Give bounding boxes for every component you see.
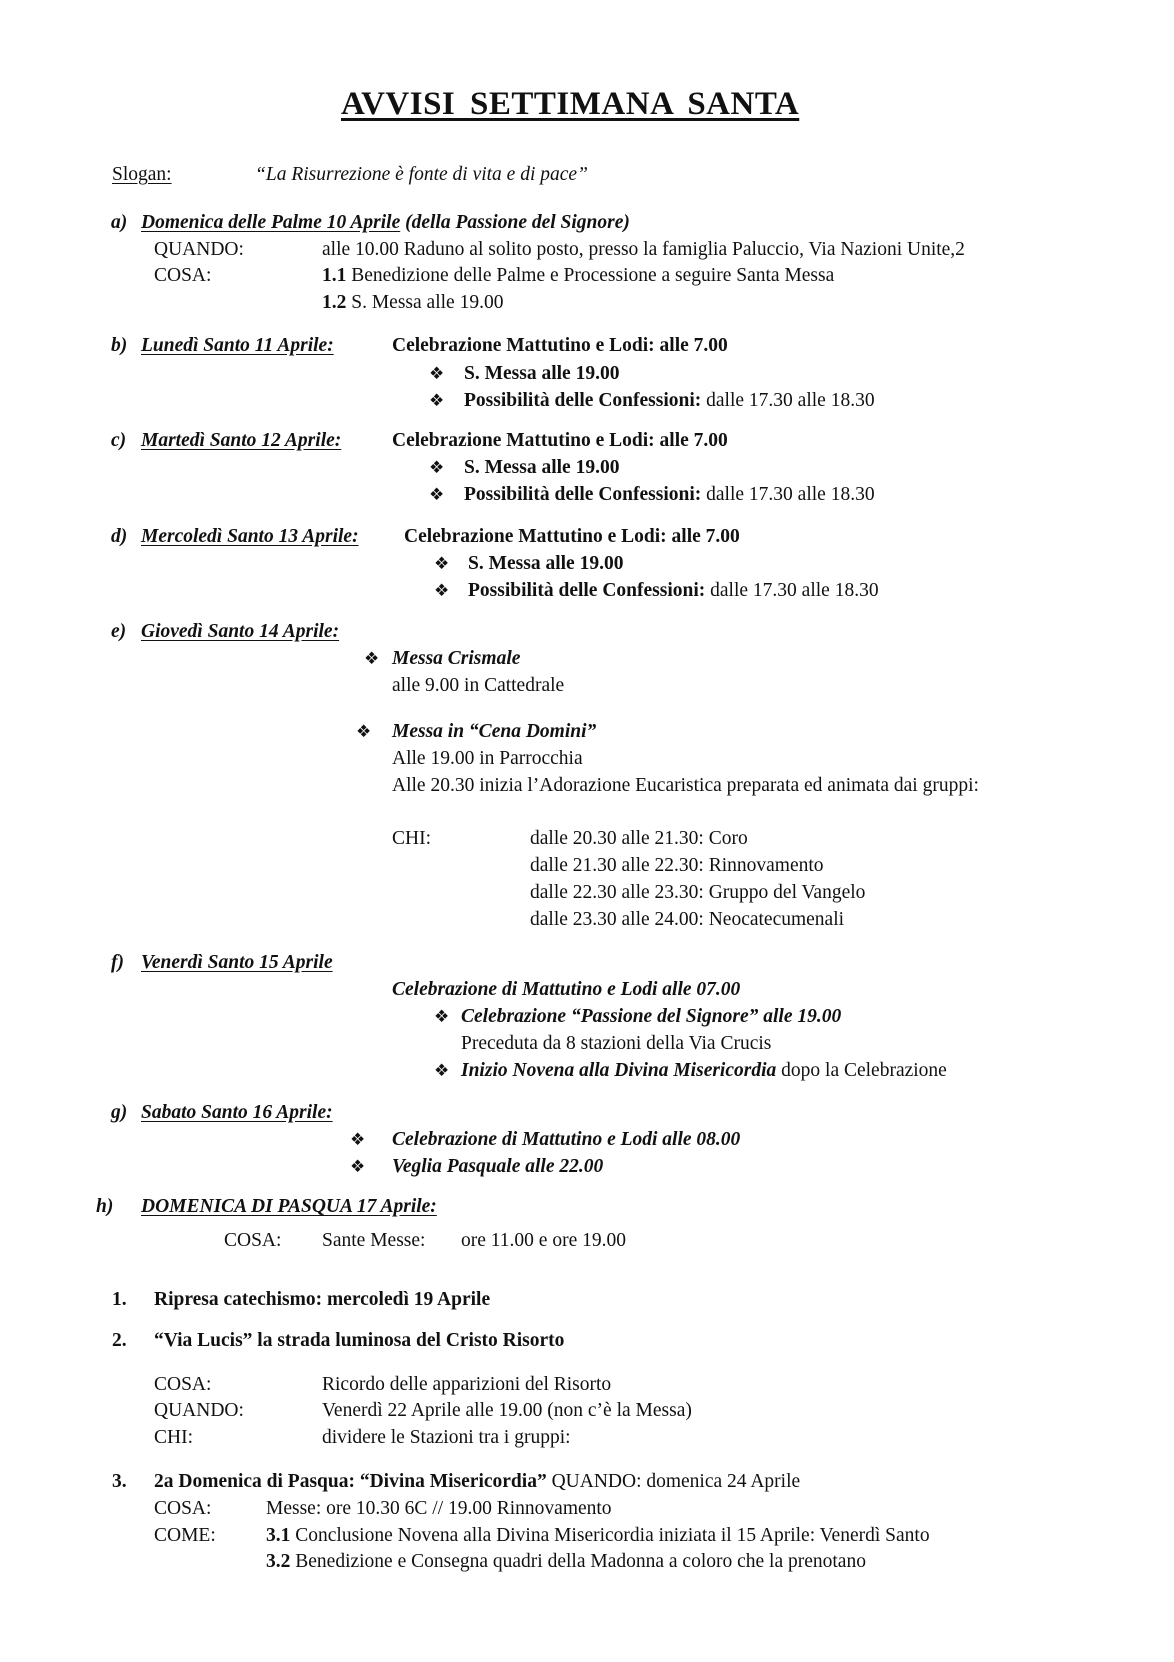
section-e-crismale-title: Messa Crismale bbox=[392, 648, 521, 669]
section-heading-b: Lunedì Santo 11 Aprile: bbox=[141, 335, 334, 356]
section-d-confessioni bbox=[468, 581, 879, 601]
section-f-novena-suffix: dopo la Celebrazione bbox=[776, 1060, 947, 1081]
section-a-quando-label: QUANDO: bbox=[154, 239, 244, 260]
bullet-icon: ❖ bbox=[434, 581, 450, 600]
section-e-cena-title: Messa in “Cena Domini” bbox=[392, 721, 597, 742]
bullet-icon: ❖ bbox=[429, 485, 445, 504]
notice-2-cosa-text: Ricordo delle apparizioni del Risorto bbox=[322, 1374, 612, 1395]
section-c-celebration: Celebrazione Mattutino e Lodi: alle 7.00 bbox=[392, 430, 728, 451]
notice-1-text: Ripresa catechismo: mercoledì 19 Aprile bbox=[154, 1289, 491, 1310]
section-heading-a bbox=[141, 213, 630, 233]
section-g-celebration: Celebrazione di Mattutino e Lodi alle 08.00 bbox=[392, 1129, 741, 1150]
bullet-icon: ❖ bbox=[434, 554, 450, 573]
section-f-stazioni: Preceduta da 8 stazioni della Via Crucis bbox=[461, 1033, 772, 1054]
notice-3-item-2-num: 3.2 bbox=[266, 1551, 291, 1572]
section-c-confessioni bbox=[464, 485, 875, 505]
section-b-messa: S. Messa alle 19.00 bbox=[464, 363, 620, 384]
section-b-confessioni-label: Possibilità delle Confessioni: bbox=[464, 390, 702, 411]
section-a-item-1-num: 1.1 bbox=[322, 265, 347, 286]
notice-3-item-1-text: Conclusione Novena alla Divina Misericordia iniziata il 15 Aprile: Venerdì Santo bbox=[290, 1525, 930, 1546]
section-b-confessioni-time: dalle 17.30 alle 18.30 bbox=[701, 390, 875, 411]
notice-3-quando: QUANDO: domenica 24 Aprile bbox=[546, 1471, 801, 1492]
section-d-celebration: Celebrazione Mattutino e Lodi: alle 7.00 bbox=[404, 526, 740, 547]
section-h-messe-label: Sante Messe: bbox=[322, 1230, 426, 1251]
section-heading-c: Martedì Santo 12 Aprile: bbox=[141, 430, 342, 451]
slogan-text: “La Risurrezione è fonte di vita e di pace” bbox=[255, 164, 588, 185]
bullet-icon: ❖ bbox=[356, 722, 372, 741]
notice-3-cosa-text: Messe: ore 10.30 6C // 19.00 Rinnovamento bbox=[266, 1498, 612, 1519]
section-marker-d: d) bbox=[111, 526, 128, 547]
page-title: AVVISI SETTIMANA SANTA bbox=[341, 86, 800, 122]
section-marker-f: f) bbox=[111, 952, 124, 973]
section-heading-e: Giovedì Santo 14 Aprile: bbox=[141, 621, 340, 642]
bullet-icon: ❖ bbox=[429, 364, 445, 383]
section-e-chi-label: CHI: bbox=[392, 828, 431, 849]
notice-2-chi-text: dividere le Stazioni tra i gruppi: bbox=[322, 1427, 571, 1448]
section-b-confessioni bbox=[464, 391, 875, 411]
section-a-item-2-text: S. Messa alle 19.00 bbox=[346, 292, 504, 313]
section-marker-h: h) bbox=[96, 1196, 114, 1217]
notice-3-num: 3. bbox=[112, 1471, 127, 1492]
section-c-confessioni-label: Possibilità delle Confessioni: bbox=[464, 484, 702, 505]
notice-3-item-1 bbox=[266, 1526, 930, 1546]
section-f-novena bbox=[461, 1061, 947, 1081]
section-d-confessioni-time: dalle 17.30 alle 18.30 bbox=[705, 580, 879, 601]
section-marker-e: e) bbox=[111, 621, 127, 642]
section-c-confessioni-time: dalle 17.30 alle 18.30 bbox=[701, 484, 875, 505]
section-heading-a-title: Domenica delle Palme 10 Aprile bbox=[141, 212, 401, 233]
section-marker-g: g) bbox=[111, 1102, 128, 1123]
section-h-cosa-label: COSA: bbox=[224, 1230, 282, 1251]
section-marker-a: a) bbox=[111, 212, 128, 233]
section-f-celebration: Celebrazione di Mattutino e Lodi alle 07.00 bbox=[392, 979, 741, 1000]
section-e-cena-time: Alle 19.00 in Parrocchia bbox=[392, 748, 583, 769]
section-a-quando-text: alle 10.00 Raduno al solito posto, presso la famiglia Paluccio, Via Nazioni Unite,2 bbox=[322, 239, 965, 260]
notice-1-num: 1. bbox=[112, 1289, 127, 1310]
section-a-item-2-num: 1.2 bbox=[322, 292, 347, 313]
section-heading-h: DOMENICA DI PASQUA 17 Aprile: bbox=[141, 1196, 437, 1217]
section-heading-d: Mercoledì Santo 13 Aprile: bbox=[141, 526, 359, 547]
bullet-icon: ❖ bbox=[434, 1007, 450, 1026]
section-heading-a-suffix: (della Passione del Signore) bbox=[400, 212, 630, 233]
notice-3-item-2 bbox=[266, 1552, 866, 1572]
slogan-label: Slogan: bbox=[112, 164, 172, 185]
notice-3-item-1-num: 3.1 bbox=[266, 1525, 291, 1546]
section-heading-g: Sabato Santo 16 Aprile: bbox=[141, 1102, 333, 1123]
bullet-icon: ❖ bbox=[429, 458, 445, 477]
section-heading-f: Venerdì Santo 15 Aprile bbox=[141, 952, 333, 973]
section-a-item-2 bbox=[322, 293, 503, 313]
turno-item: dalle 20.30 alle 21.30: Coro bbox=[530, 828, 748, 849]
section-a-item-1-text: Benedizione delle Palme e Processione a seguire Santa Messa bbox=[346, 265, 835, 286]
section-f-passione: Celebrazione “Passione del Signore” alle 19.00 bbox=[461, 1006, 842, 1027]
section-e-adorazione: Alle 20.30 inizia l’Adorazione Eucaristica preparata ed animata dai gruppi: bbox=[392, 775, 979, 796]
bullet-icon: ❖ bbox=[350, 1130, 366, 1149]
section-e-crismale-where: alle 9.00 in Cattedrale bbox=[392, 675, 565, 696]
section-marker-b: b) bbox=[111, 335, 128, 356]
section-d-messa: S. Messa alle 19.00 bbox=[468, 553, 624, 574]
section-g-veglia: Veglia Pasquale alle 22.00 bbox=[392, 1156, 604, 1177]
section-h-messe-time: ore 11.00 e ore 19.00 bbox=[461, 1230, 626, 1251]
notice-3-cosa-label: COSA: bbox=[154, 1498, 212, 1519]
turno-item: dalle 23.30 alle 24.00: Neocatecumenali bbox=[530, 909, 845, 930]
notice-3-text bbox=[154, 1472, 800, 1492]
notice-2-chi-label: CHI: bbox=[154, 1427, 193, 1448]
notice-2-cosa-label: COSA: bbox=[154, 1374, 212, 1395]
section-marker-c: c) bbox=[111, 430, 127, 451]
bullet-icon: ❖ bbox=[434, 1061, 450, 1080]
notice-3-come-label: COME: bbox=[154, 1525, 216, 1546]
notice-3-item-2-text: Benedizione e Consegna quadri della Madonna a coloro che la prenotano bbox=[290, 1551, 866, 1572]
notice-2-quando-text: Venerdì 22 Aprile alle 19.00 (non c’è la Messa) bbox=[322, 1400, 692, 1421]
notice-3-title: 2a Domenica di Pasqua: “Divina Misericordia” bbox=[154, 1471, 547, 1492]
bullet-icon: ❖ bbox=[429, 391, 445, 410]
notice-2-num: 2. bbox=[112, 1330, 127, 1351]
notice-2-text: “Via Lucis” la strada luminosa del Cristo Risorto bbox=[154, 1330, 565, 1351]
turno-item: dalle 21.30 alle 22.30: Rinnovamento bbox=[530, 855, 824, 876]
section-c-messa: S. Messa alle 19.00 bbox=[464, 457, 620, 478]
notice-2-quando-label: QUANDO: bbox=[154, 1400, 244, 1421]
section-a-item-1 bbox=[322, 266, 834, 286]
section-d-confessioni-label: Possibilità delle Confessioni: bbox=[468, 580, 706, 601]
section-f-novena-title: Inizio Novena alla Divina Misericordia bbox=[461, 1060, 777, 1081]
turno-item: dalle 22.30 alle 23.30: Gruppo del Vangelo bbox=[530, 882, 866, 903]
bullet-icon: ❖ bbox=[364, 649, 380, 668]
section-b-celebration: Celebrazione Mattutino e Lodi: alle 7.00 bbox=[392, 335, 728, 356]
section-a-cosa-label: COSA: bbox=[154, 265, 212, 286]
bullet-icon: ❖ bbox=[350, 1157, 366, 1176]
